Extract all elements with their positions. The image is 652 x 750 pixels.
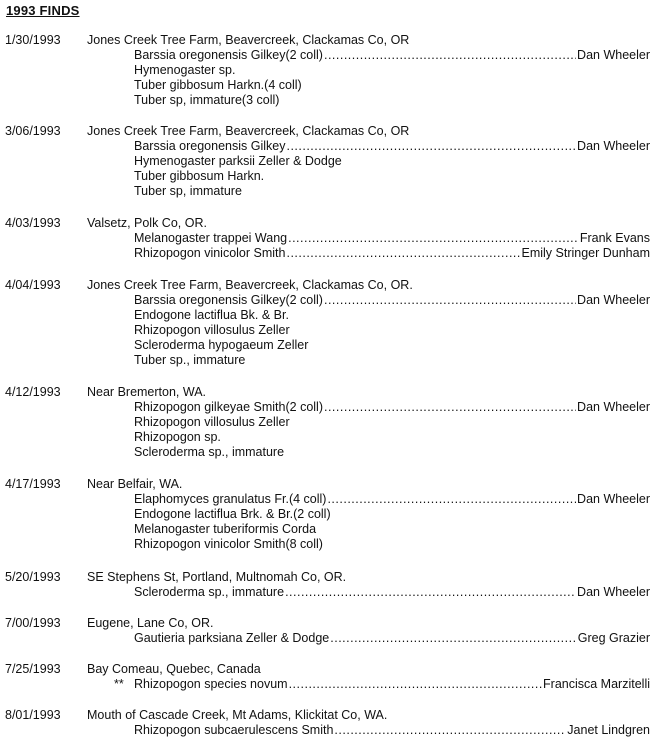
collector-name: Francisca Marzitelli bbox=[543, 677, 650, 691]
dot-leader bbox=[324, 293, 576, 308]
entry-location: Bay Comeau, Quebec, Canada bbox=[87, 662, 261, 676]
collector-name: Emily Stringer Dunham bbox=[521, 246, 650, 260]
find-entry bbox=[0, 124, 652, 199]
dot-leader bbox=[324, 48, 576, 63]
species-name: Tuber gibbosum Harkn. bbox=[134, 169, 265, 183]
species-line bbox=[134, 353, 650, 368]
species-name: Hymenogaster parksii Zeller & Dodge bbox=[134, 154, 342, 168]
species-name: Tuber sp., immature bbox=[134, 353, 246, 367]
species-name: Melanogaster trappei Wang bbox=[134, 231, 288, 245]
species-line bbox=[134, 338, 650, 353]
dot-leader bbox=[334, 723, 566, 738]
species-name: Rhizopogon villosulus Zeller bbox=[134, 323, 290, 337]
entry-date: 7/25/1993 bbox=[5, 662, 61, 676]
species-name: Elaphomyces granulatus Fr.(4 coll) bbox=[134, 492, 327, 506]
species-line bbox=[134, 48, 650, 63]
collector-name: Frank Evans bbox=[579, 231, 650, 245]
species-line bbox=[134, 415, 650, 430]
entry-location: Eugene, Lane Co, OR. bbox=[87, 616, 214, 630]
species-line bbox=[134, 169, 650, 184]
collector-name: Dan Wheeler bbox=[577, 492, 650, 506]
dot-leader bbox=[288, 231, 579, 246]
find-entry bbox=[0, 278, 652, 368]
species-line bbox=[134, 323, 650, 338]
species-name: Scleroderma sp., immature bbox=[134, 445, 285, 459]
entry-location: Near Belfair, WA. bbox=[87, 477, 183, 491]
collector-name: Dan Wheeler bbox=[577, 400, 650, 414]
find-entry bbox=[0, 33, 652, 108]
entry-date: 3/06/1993 bbox=[5, 124, 61, 138]
species-line bbox=[134, 78, 650, 93]
species-line bbox=[114, 677, 650, 692]
species-line bbox=[134, 400, 650, 415]
entry-location: Mouth of Cascade Creek, Mt Adams, Klickitat Co, WA. bbox=[87, 708, 388, 722]
species-name: Barssia oregonensis Gilkey(2 coll) bbox=[134, 293, 323, 307]
species-line bbox=[134, 246, 650, 261]
find-entry bbox=[0, 216, 652, 261]
species-name: Rhizopogon species novum bbox=[134, 677, 288, 691]
species-line bbox=[134, 492, 650, 507]
dot-leader bbox=[330, 631, 577, 646]
find-entry bbox=[0, 477, 652, 552]
species-name: Rhizopogon vinicolor Smith(8 coll) bbox=[134, 537, 323, 551]
species-name: Tuber sp, immature bbox=[134, 184, 242, 198]
species-line bbox=[134, 93, 650, 108]
species-name: Endogone lactiflua Bk. & Br. bbox=[134, 308, 289, 322]
species-line bbox=[134, 522, 650, 537]
dot-leader bbox=[286, 139, 576, 154]
page-title: 1993 FINDS bbox=[6, 3, 80, 18]
species-line bbox=[134, 631, 650, 646]
species-name: Rhizopogon sp. bbox=[134, 430, 221, 444]
species-line bbox=[134, 445, 650, 460]
dot-leader bbox=[327, 492, 576, 507]
species-line bbox=[134, 293, 650, 308]
species-line bbox=[134, 231, 650, 246]
species-line bbox=[134, 507, 650, 522]
dot-leader bbox=[324, 400, 576, 415]
find-entry bbox=[0, 570, 652, 600]
entry-location: Near Bremerton, WA. bbox=[87, 385, 207, 399]
entry-date: 4/04/1993 bbox=[5, 278, 61, 292]
collector-name: Janet Lindgren bbox=[567, 723, 650, 737]
find-entry bbox=[0, 662, 652, 692]
species-name: Scleroderma hypogaeum Zeller bbox=[134, 338, 309, 352]
species-name: Melanogaster tuberiformis Corda bbox=[134, 522, 317, 536]
find-entry bbox=[0, 708, 652, 738]
dot-leader bbox=[289, 677, 542, 692]
species-name: Tuber gibbosum Harkn.(4 coll) bbox=[134, 78, 302, 92]
species-name: Gautieria parksiana Zeller & Dodge bbox=[134, 631, 330, 645]
species-line bbox=[134, 184, 650, 199]
species-line bbox=[134, 585, 650, 600]
entry-location: Jones Creek Tree Farm, Beavercreek, Clackamas Co, OR bbox=[87, 33, 410, 47]
dot-leader bbox=[286, 246, 520, 261]
species-name: Endogone lactiflua Brk. & Br.(2 coll) bbox=[134, 507, 331, 521]
species-line bbox=[134, 139, 650, 154]
find-entry bbox=[0, 616, 652, 646]
species-line bbox=[134, 63, 650, 78]
species-name: Scleroderma sp., immature bbox=[134, 585, 285, 599]
find-entry bbox=[0, 385, 652, 460]
species-name: Barssia oregonensis Gilkey(2 coll) bbox=[134, 48, 323, 62]
entry-date: 7/00/1993 bbox=[5, 616, 61, 630]
species-name: Tuber sp, immature(3 coll) bbox=[134, 93, 280, 107]
species-line bbox=[134, 154, 650, 169]
collector-name: Greg Grazier bbox=[577, 631, 650, 645]
species-name: Rhizopogon subcaerulescens Smith bbox=[134, 723, 334, 737]
entry-location: SE Stephens St, Portland, Multnomah Co, OR. bbox=[87, 570, 347, 584]
species-name: Hymenogaster sp. bbox=[134, 63, 236, 77]
collector-name: Dan Wheeler bbox=[577, 293, 650, 307]
entry-location: Jones Creek Tree Farm, Beavercreek, Clackamas Co, OR. bbox=[87, 278, 413, 292]
new-species-marker: ** bbox=[114, 677, 124, 691]
entry-date: 4/03/1993 bbox=[5, 216, 61, 230]
entry-location: Jones Creek Tree Farm, Beavercreek, Clackamas Co, OR bbox=[87, 124, 410, 138]
collector-name: Dan Wheeler bbox=[577, 48, 650, 62]
species-line bbox=[134, 430, 650, 445]
collector-name: Dan Wheeler bbox=[577, 139, 650, 153]
dot-leader bbox=[285, 585, 576, 600]
species-line bbox=[134, 537, 650, 552]
species-name: Rhizopogon gilkeyae Smith(2 coll) bbox=[134, 400, 323, 414]
entry-date: 4/17/1993 bbox=[5, 477, 61, 491]
species-line bbox=[134, 723, 650, 738]
species-line bbox=[134, 308, 650, 323]
entry-date: 1/30/1993 bbox=[5, 33, 61, 47]
entry-date: 5/20/1993 bbox=[5, 570, 61, 584]
entry-location: Valsetz, Polk Co, OR. bbox=[87, 216, 207, 230]
collector-name: Dan Wheeler bbox=[577, 585, 650, 599]
species-name: Rhizopogon villosulus Zeller bbox=[134, 415, 290, 429]
entry-date: 4/12/1993 bbox=[5, 385, 61, 399]
species-name: Rhizopogon vinicolor Smith bbox=[134, 246, 286, 260]
species-name: Barssia oregonensis Gilkey bbox=[134, 139, 286, 153]
entry-date: 8/01/1993 bbox=[5, 708, 61, 722]
